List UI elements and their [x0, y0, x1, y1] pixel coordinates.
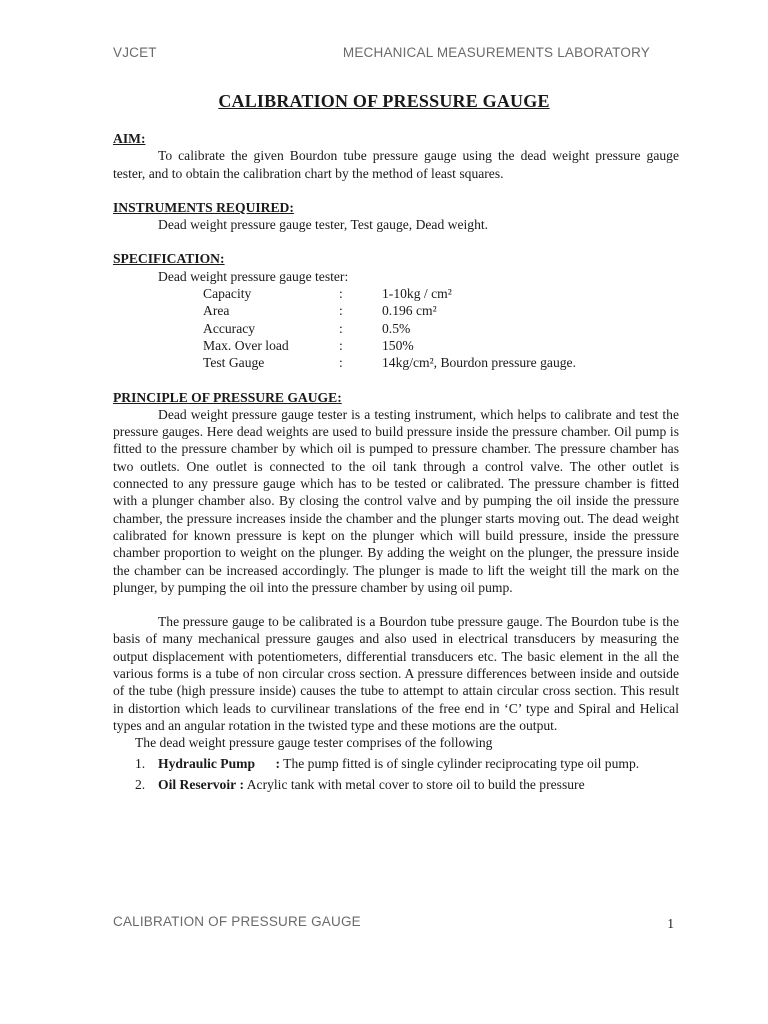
spec-key: Accuracy [203, 320, 256, 336]
list-item [113, 776, 679, 793]
components-intro: The dead weight pressure gauge tester comprises of the following [135, 735, 493, 751]
spec-key: Test Gauge [203, 355, 265, 371]
instruments-section [113, 199, 679, 234]
principle-paragraph-2: The pressure gauge to be calibrated is a Bourdon tube pressure gauge. The Bourdon tube is the basis of many mechanical pressure gauges and also used in electrical transducers by measuring the output displacement with potentiometers, differential transducers etc. The basic element in the all the various forms is a tube of non circular cross section. A pressure differences between inside and outside of the tube (high pressure inside) causes the tube to attempt to attain circular cross section. This result in distortion which leads to curvilinear translations of the free end in ‘C’ type and Spiral and Helical types and an angular rotation in the twisted type and these motions are the output. [113, 614, 679, 733]
specification-heading: SPECIFICATION: [113, 251, 225, 267]
spec-sep: : [339, 286, 343, 302]
spec-key: Area [203, 303, 230, 319]
spec-row [203, 320, 576, 337]
specification-table [203, 285, 576, 371]
list-item-number: 1. [135, 755, 146, 771]
instruments-text: Dead weight pressure gauge tester, Test gauge, Dead weight. [158, 217, 489, 233]
spec-row [203, 285, 576, 302]
list-item [113, 755, 679, 772]
list-item-label: Oil Reservoir [158, 776, 237, 792]
document-title: CALIBRATION OF PRESSURE GAUGE [218, 91, 550, 111]
principle-section [113, 389, 679, 794]
spec-sep: : [339, 337, 343, 353]
list-item-separator: : [239, 776, 245, 792]
spec-value: 14kg/cm², Bourdon pressure gauge. [382, 355, 576, 371]
spec-value: 0.196 cm² [382, 303, 437, 319]
list-item-separator: : [275, 755, 280, 771]
spec-value: 1-10kg / cm² [382, 286, 452, 302]
spec-key: Max. Over load [203, 337, 289, 353]
list-item-number: 2. [135, 776, 146, 792]
principle-paragraph-1: Dead weight pressure gauge tester is a testing instrument, which helps to calibrate and test the pressure gauges. Here dead weights are used to build pressure inside the pressure chamber. Oil pump is fitted to the pressure chamber by which oil is pumped to pressure chamber. The pressure chamber has two outlets. One outlet is connected to the oil tank through a control valve. The other outlet is connected to any pressure gauge which has to be tested or calibrated. The pressure chamber is fitted with a plunger chamber also. By closing the control valve and by pumping the oil inside the pressure chamber, the pressure increases inside the chamber and the plunger starts moving out. The dead weight calibrated for known pressure is kept on the plunger which will build pressure, inside the pressure chamber proportion to weight on the plunger. By adding the weight on the plunger, the pressure inside the chamber can be increased accordingly. The plunger is made to lift the weight till the mark on the plunger, by pumping the oil into the pressure chamber by using oil pump. [113, 406, 679, 595]
footer-document-title: CALIBRATION OF PRESSURE GAUGE [113, 914, 361, 929]
spec-row [203, 302, 576, 319]
spec-value: 0.5% [382, 320, 411, 336]
aim-text: To calibrate the given Bourdon tube pressure gauge using the dead weight pressure gauge tester, and to obtain the calibration chart by the method of least squares. [113, 148, 679, 181]
spec-row [203, 337, 576, 354]
header-lab-name: MECHANICAL MEASUREMENTS LABORATORY [342, 45, 650, 60]
spec-sep: : [339, 303, 343, 319]
header-institution: VJCET [113, 45, 157, 60]
spec-row [203, 354, 576, 371]
components-list [113, 755, 679, 794]
running-header [113, 45, 650, 63]
spec-sep: : [339, 320, 343, 336]
page-number: 1 [667, 916, 674, 931]
principle-heading: PRINCIPLE OF PRESSURE GAUGE: [113, 389, 342, 405]
list-item-label: Hydraulic Pump [158, 755, 256, 771]
list-item-text: The pump fitted is of single cylinder reciprocating type oil pump. [283, 755, 640, 771]
aim-section [113, 130, 679, 182]
running-footer [113, 914, 674, 932]
spec-value: 150% [382, 337, 414, 353]
spec-key: Capacity [203, 286, 252, 302]
spec-sep: : [339, 355, 343, 371]
specification-section [113, 250, 679, 371]
list-item-text: Acrylic tank with metal cover to store oil to build the pressure [246, 776, 585, 792]
aim-heading: AIM: [113, 131, 146, 146]
specification-intro: Dead weight pressure gauge tester: [158, 268, 349, 284]
document-body [113, 130, 679, 797]
instruments-heading: INSTRUMENTS REQUIRED: [113, 199, 294, 215]
